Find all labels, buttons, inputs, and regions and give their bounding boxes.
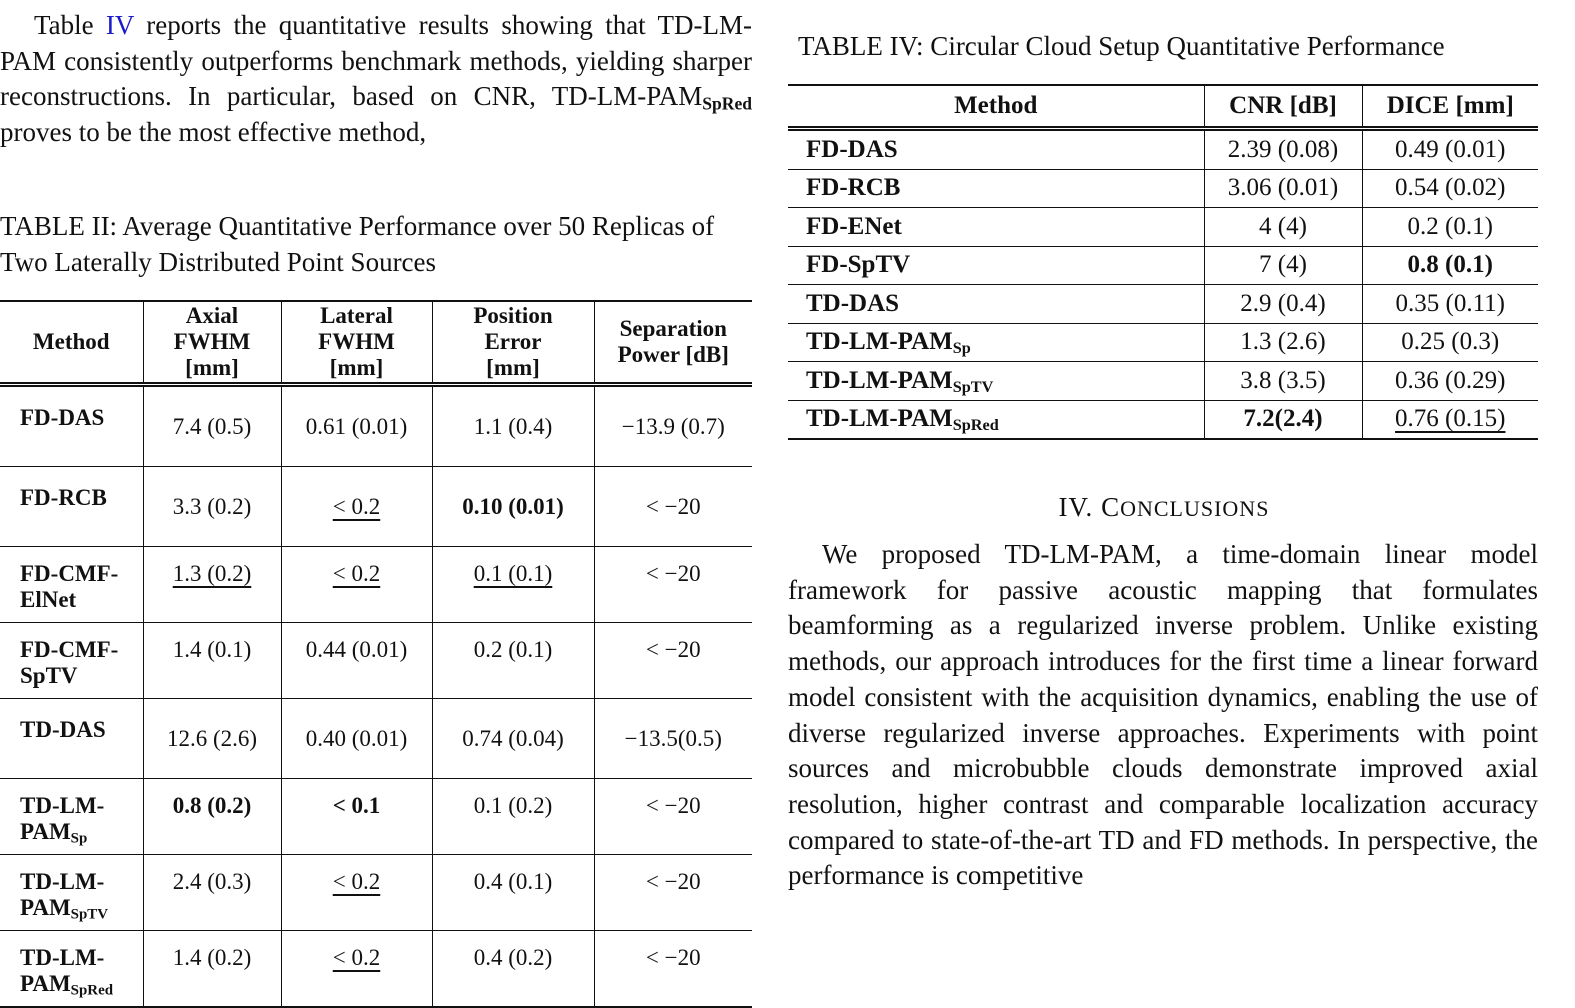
table2-axial-cell: 12.6 (2.6)	[143, 699, 281, 779]
table2-position-cell: 0.4 (0.2)	[432, 931, 594, 1008]
table4-method-cell: FD-RCB	[806, 174, 901, 202]
table2-separation-cell: < −20	[594, 547, 752, 623]
table4-method-cell: TD-DAS	[806, 289, 900, 317]
table4-cnr-cell: 4 (4)	[1204, 208, 1362, 247]
table2-position-cell: 0.10 (0.01)	[432, 467, 594, 547]
table2	[0, 300, 752, 1008]
table-row	[788, 129, 1538, 170]
table2-separation-cell: < −20	[594, 931, 752, 1008]
table-row	[0, 467, 752, 547]
table2-lateral-cell: 0.61 (0.01)	[281, 385, 432, 467]
section-title: CONCLUSIONS	[1101, 492, 1270, 522]
table2-axial-cell: 7.4 (0.5)	[143, 385, 281, 467]
table2-lateral-cell: 0.40 (0.01)	[281, 699, 432, 779]
table2-lateral-cell: < 0.2	[281, 547, 432, 623]
table2-position-cell: 0.2 (0.1)	[432, 623, 594, 699]
intro-text-end: proves to be the most effective method,	[0, 117, 427, 148]
table2-lateral-cell: < 0.2	[281, 931, 432, 1008]
table2-axial-cell: 3.3 (0.2)	[143, 467, 281, 547]
table2-axial-cell: 1.3 (0.2)	[143, 547, 281, 623]
intro-text-start: Table	[34, 10, 106, 40]
table-row	[788, 362, 1538, 401]
table2-header-separation: Separation Power [dB]	[594, 301, 752, 385]
table2-method-cell: FD-RCB	[20, 485, 107, 510]
table4-cnr-cell: 2.39 (0.08)	[1204, 129, 1362, 170]
table4-method-cell: $TD-LM-PAM_{SpTV}$	[806, 366, 994, 396]
table4-header-method: Method	[788, 85, 1204, 129]
table4-dice-cell: 0.25 (0.3)	[1362, 323, 1538, 362]
table4-method-cell: FD-DAS	[806, 135, 898, 163]
table2-lateral-cell: 0.44 (0.01)	[281, 623, 432, 699]
table2-axial-cell: 0.8 (0.2)	[143, 779, 281, 855]
section-number: IV.	[1058, 492, 1094, 522]
table4-dice-cell: 0.35 (0.11)	[1362, 285, 1538, 324]
table2-method-cell: $TD-LM-PAM_{SpRed}$	[20, 945, 114, 999]
table4-dice-cell: 0.2 (0.1)	[1362, 208, 1538, 247]
table4-cnr-cell: 3.8 (3.5)	[1204, 362, 1362, 401]
table2-header-axial: Axial FWHM [mm]	[143, 301, 281, 385]
table2-method-cell: $TD-LM-PAM_{Sp}$	[20, 793, 105, 847]
table2-separation-cell: < −20	[594, 623, 752, 699]
section-heading-conclusions	[788, 492, 1540, 523]
table4-method-cell: FD-SpTV	[806, 251, 911, 279]
table2-lateral-cell: < 0.2	[281, 855, 432, 931]
table-row	[788, 169, 1538, 208]
intro-method-subscript: SpRed	[702, 93, 752, 114]
table2-method-cell: $TD-LM-PAM_{SpTV}$	[20, 869, 109, 923]
table2-header-method: Method	[0, 301, 143, 385]
table-iv-reference-link[interactable]: IV	[105, 10, 134, 40]
table2-method-cell: TD-DAS	[20, 717, 106, 742]
table4-method-cell: $TD-LM-PAM_{Sp}$	[806, 328, 971, 358]
table2-method-cell: FD-CMF-ElNet	[20, 561, 119, 612]
table2-lateral-cell: < 0.2	[281, 467, 432, 547]
table4-cnr-cell: 1.3 (2.6)	[1204, 323, 1362, 362]
table4-header-cnr: CNR [dB]	[1204, 85, 1362, 129]
table4-cnr-cell: 2.9 (0.4)	[1204, 285, 1362, 324]
table-row	[0, 699, 752, 779]
table2-header-lateral: Lateral FWHM [mm]	[281, 301, 432, 385]
table-row	[0, 385, 752, 467]
table4-header-row	[788, 85, 1538, 129]
table4-method-cell: $TD-LM-PAM_{SpRed}$	[806, 405, 999, 435]
conclusion-paragraph: We proposed TD-LM-PAM, a time-domain linear model framework for passive acoustic mapping that formulates beamforming as a regularized inverse problem. Unlike existing methods, our approach introduces for the first time a linear forward model consistent with the acquisition dynamics, enabling the use of diverse regularized inverse approaches. Experiments with point sources and microbubble clouds demonstrate improved axial resolution, higher contrast and comparable localization accuracy compared to state-of-the-art TD and FD methods. In perspective, the performance is competitive	[788, 539, 1538, 891]
table4-cnr-cell: 7.2(2.4)	[1204, 400, 1362, 439]
table2-method-cell: FD-DAS	[20, 405, 105, 430]
table4-dice-cell: 0.8 (0.1)	[1362, 246, 1538, 285]
table2-axial-cell: 1.4 (0.1)	[143, 623, 281, 699]
table2-position-cell: 0.1 (0.2)	[432, 779, 594, 855]
table2-separation-cell: < −20	[594, 467, 752, 547]
table2-lateral-cell: < 0.1	[281, 779, 432, 855]
table2-separation-cell: < −20	[594, 779, 752, 855]
table-row	[0, 547, 752, 623]
table-row	[788, 246, 1538, 285]
table-row	[788, 323, 1538, 362]
table-row	[788, 400, 1538, 439]
table4	[788, 84, 1538, 440]
table2-position-cell: 0.4 (0.1)	[432, 855, 594, 931]
table2-header-position: Position Error [mm]	[432, 301, 594, 385]
table2-separation-cell: −13.5(0.5)	[594, 699, 752, 779]
intro-method-name: TD-LM-PAM	[551, 81, 703, 112]
table2-method-cell: FD-CMF-SpTV	[20, 637, 119, 688]
table-row	[0, 623, 752, 699]
table4-cnr-cell: 3.06 (0.01)	[1204, 169, 1362, 208]
table4-dice-cell: 0.54 (0.02)	[1362, 169, 1538, 208]
table4-dice-cell: 0.49 (0.01)	[1362, 129, 1538, 170]
table2-header-row	[0, 301, 752, 385]
table2-position-cell: 1.1 (0.4)	[432, 385, 594, 467]
table2-axial-cell: 2.4 (0.3)	[143, 855, 281, 931]
table4-dice-cell: 0.36 (0.29)	[1362, 362, 1538, 401]
table2-caption: TABLE II: Average Quantitative Performance over 50 Replicas of Two Laterally Distributed Point Sources	[0, 211, 715, 277]
table2-separation-cell: −13.9 (0.7)	[594, 385, 752, 467]
table2-axial-cell: 1.4 (0.2)	[143, 931, 281, 1008]
table-row	[0, 779, 752, 855]
table-row	[788, 208, 1538, 247]
table4-cnr-cell: 7 (4)	[1204, 246, 1362, 285]
table-row	[0, 855, 752, 931]
table4-method-cell: FD-ENet	[806, 212, 902, 240]
table2-position-cell: 0.74 (0.04)	[432, 699, 594, 779]
intro-text-middle: reports the quantitative results showing that TD-LM-PAM consistently outperforms benchmark methods, yielding sharper reconstructions. In particular, based on CNR,	[0, 10, 752, 112]
table2-separation-cell: < −20	[594, 855, 752, 931]
table4-header-dice: DICE [mm]	[1362, 85, 1538, 129]
intro-paragraph	[0, 8, 752, 151]
table4-caption: TABLE IV: Circular Cloud Setup Quantitative Performance	[798, 31, 1445, 61]
table-row	[0, 931, 752, 1008]
table4-dice-cell: 0.76 (0.15)	[1362, 400, 1538, 439]
table2-position-cell: 0.1 (0.1)	[432, 547, 594, 623]
table-row	[788, 285, 1538, 324]
